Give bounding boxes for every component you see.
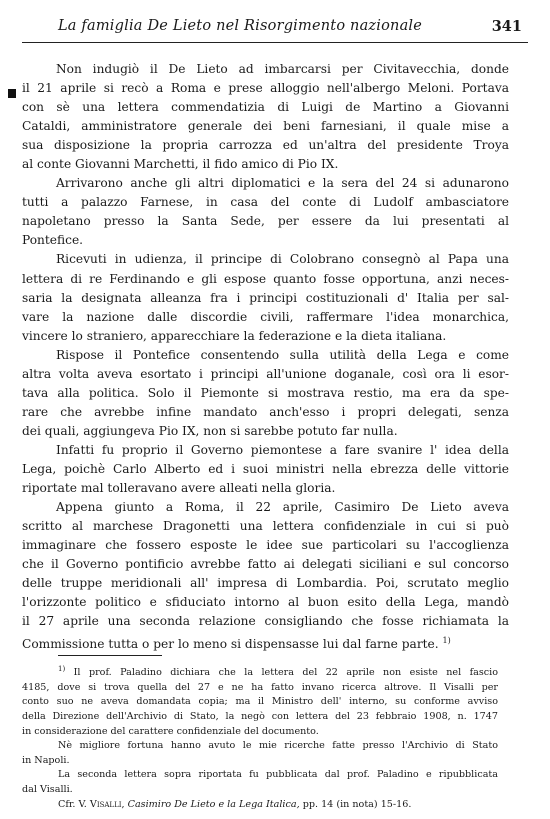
- footnote-line-content: Il prof. Paladino dichiara che la lettera del 22 aprile non esiste nel fascio: [73, 667, 498, 679]
- text-line: Rispose il Pontefice consentendo sulla utilità della Lega e come: [56, 347, 509, 362]
- footnote-separator: [58, 655, 162, 656]
- text-line: al conte Giovanni Marchetti, il fido amico di Pio IX.: [22, 157, 339, 172]
- header-rule: [22, 42, 528, 43]
- paragraph-1: [22, 60, 509, 174]
- text-line: Lega, poichè Carlo Alberto ed i suoi ministri nella ebrezza delle vittorie: [22, 461, 509, 476]
- main-text: [22, 60, 509, 655]
- footnote-line: conto suo ne aveva domandata copia; ma il Ministro dell' interno, su conforme avviso: [22, 696, 498, 708]
- citation-line: [22, 798, 498, 813]
- text-line: saria la designata alleanza fra i principi costituzionali d' Italia per sal-: [22, 290, 509, 305]
- footnote-line: [22, 662, 498, 681]
- citation-pages: pp. 14 (in nota) 15-16.: [302, 798, 412, 810]
- footnote-marker: 1): [58, 665, 66, 673]
- citation-author: Visalli,: [89, 798, 125, 810]
- text-line: vare la nazione dalle discordie civili, raffermare l'idea monarchica,: [22, 309, 509, 324]
- footnote-reference[interactable]: 1): [442, 636, 451, 646]
- text-line: napoletano presso la Santa Sede, per essere da lui presentati al: [22, 214, 509, 229]
- footnote-line: in Napoli.: [22, 754, 70, 766]
- text-line: che il Governo pontificio avrebbe fatto ai delegati siciliani e sul concorso: [22, 557, 509, 572]
- footnote-citation: [22, 798, 498, 813]
- footnote-1: [22, 662, 498, 739]
- text-line-content: Commissione tutta o per lo meno si dispensasse lui dal farne parte.: [22, 637, 439, 652]
- citation-prefix: Cfr. V.: [58, 798, 87, 810]
- text-line: tava alla politica. Solo il Piemonte si mostrava restio, ma era da spe-: [22, 385, 509, 400]
- paragraph-2: [22, 174, 509, 250]
- footnote-line: Nè migliore fortuna hanno avuto le mie ricerche fatte presso l'Archivio di Stato: [58, 740, 498, 752]
- text-line: Ricevuti in udienza, il principe di Colobrano consegnò al Papa una: [56, 252, 509, 267]
- footnote-line: dal Visalli.: [22, 783, 73, 795]
- paragraph-6: [22, 498, 509, 654]
- text-line: lettera di re Ferdinando e gli espose quanto fosse opportuna, anzi neces-: [22, 271, 509, 286]
- text-line: Infatti fu proprio il Governo piemontese a fare svanire l' idea della: [56, 442, 509, 457]
- page-number: 341: [491, 18, 522, 35]
- footnotes: [22, 662, 498, 812]
- footnote-line: della Direzione dell'Archivio di Stato, la negò con lettera del 23 febbraio 1908, n. 1747: [22, 710, 498, 722]
- footnote-paragraph: [22, 739, 498, 768]
- text-line: Arrivarono anche gli altri diplomatici e la sera del 24 si adunarono: [56, 176, 509, 191]
- running-title: La famiglia De Lieto nel Risorgimento nazionale: [57, 18, 423, 34]
- text-line: altra volta aveva esortato i principi all'unione doganale, così ora li esor-: [22, 366, 509, 381]
- paragraph-5: [22, 441, 509, 498]
- text-line: Non indugiò il De Lieto ad imbarcarsi per Civitavecchia, donde: [56, 62, 509, 76]
- text-line: delle truppe meridionali all' impresa di Lombardia. Poi, scrutato meglio: [22, 576, 509, 591]
- footnote-line: in considerazione del carattere confidenziale del documento.: [22, 725, 319, 737]
- text-line: Pontefice.: [22, 233, 84, 248]
- text-line: Cataldi, amministratore generale dei beni farnesiani, il quale mise a: [22, 119, 509, 134]
- paragraph-4: [22, 346, 509, 441]
- text-line: rare che avrebbe infine mandato anch'esso i propri delegati, senza: [22, 404, 509, 419]
- text-line: tutti a palazzo Farnese, in casa del conte di Ludolf ambasciatore: [22, 195, 509, 210]
- text-line: Appena giunto a Roma, il 22 aprile, Casimiro De Lieto aveva: [56, 500, 509, 515]
- text-line: con sè una lettera commendatizia di Luigi de Martino a Giovanni: [22, 100, 509, 115]
- running-header: [22, 12, 528, 40]
- paragraph-3: [22, 250, 509, 345]
- citation-title: Casimiro De Lieto e la Lega Italica,: [127, 798, 300, 810]
- text-line: sua disposizione la propria carrozza ed un'altra del presidente Troya: [22, 138, 509, 153]
- footnote-line: 4185, dove si trova quella del 27 e ne ha fatto invano ricerca altrove. Il Visalli per: [22, 681, 498, 693]
- text-line: dei quali, aggiungeva Pio IX, non si sarebbe potuto far nulla.: [22, 423, 398, 438]
- text-line: immaginare che fossero esposte le idee sue particolari su l'accoglienza: [22, 538, 509, 553]
- text-line: il 27 aprile una seconda relazione consigliando che fosse richiamata la: [22, 614, 509, 629]
- footnote-paragraph: [22, 768, 498, 797]
- footnote-line: La seconda lettera sopra riportata fu pubblicata dal prof. Paladino e ripubblicata: [58, 769, 498, 781]
- text-line: riportate mal tolleravano avere alleati nella gloria.: [22, 481, 336, 496]
- text-line: [22, 631, 509, 654]
- text-line: scritto al marchese Dragonetti una lettera confidenziale in cui si può: [22, 519, 509, 534]
- margin-marker-icon: [8, 89, 16, 98]
- text-line: vincere lo straniero, apparecchiare la federazione e la dieta italiana.: [22, 328, 447, 343]
- text-line: l'orizzonte politico e sfiduciato intorno al buon esito della Lega, mandò: [22, 595, 509, 610]
- text-line: il 21 aprile si recò a Roma e prese alloggio nell'albergo Meloni. Portava: [22, 81, 509, 96]
